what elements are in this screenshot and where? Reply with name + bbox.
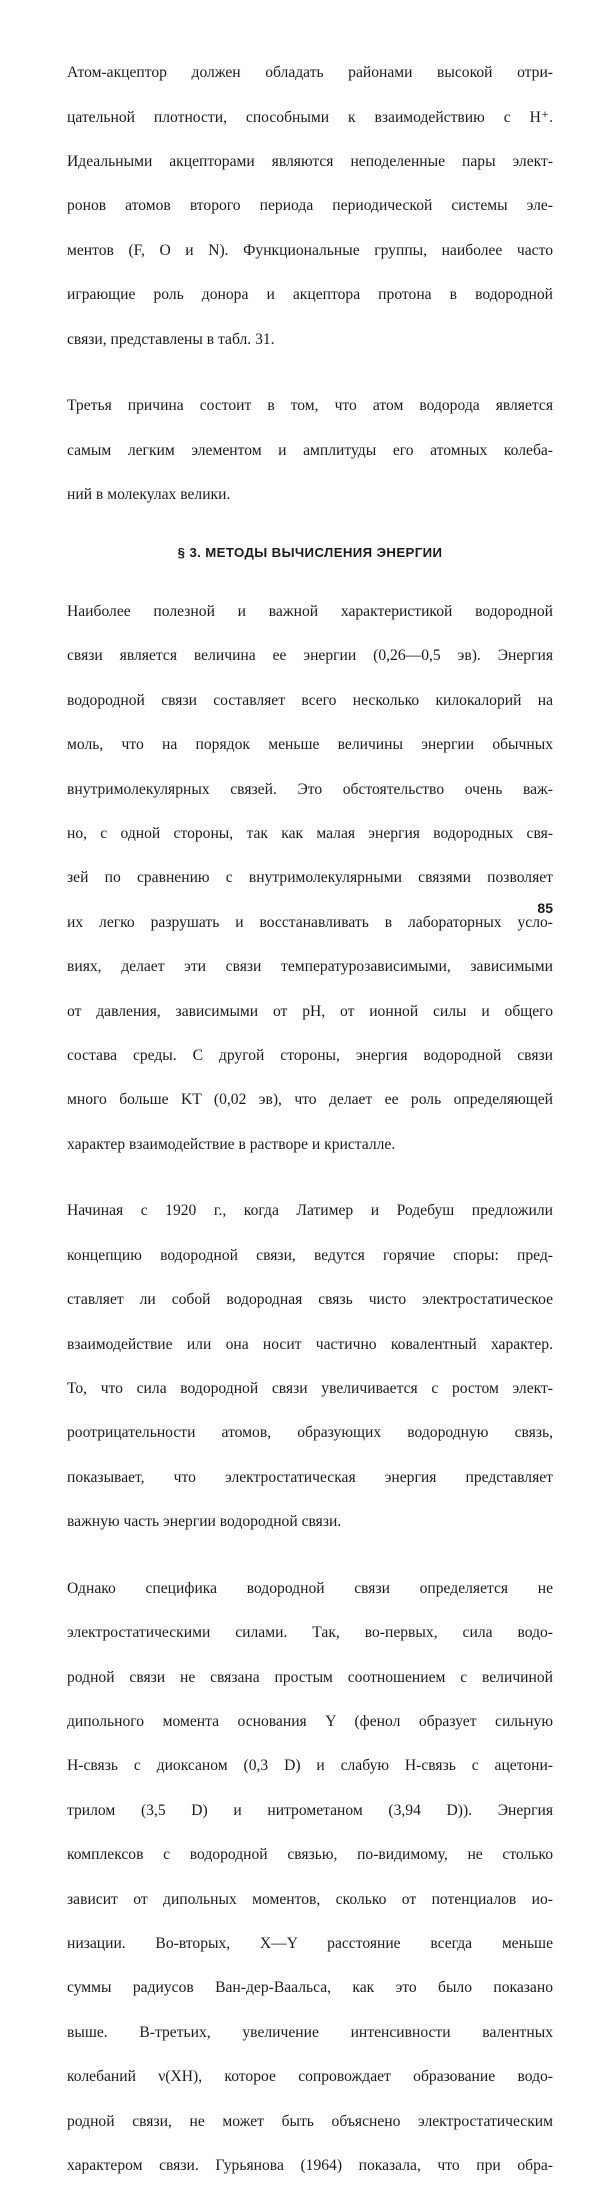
text-line: играющие роль донора и акцептора протона в водородной — [67, 286, 553, 304]
text-line: ний в молекулах велики. — [67, 486, 231, 504]
text-line: электростатическими силами. Так, во-первых, сила водо- — [67, 1624, 553, 1642]
text-line: родной связи, не может быть объяснено электростатическим — [67, 2112, 553, 2130]
text-line: То, что сила водородной связи увеличивается с ростом элект- — [67, 1379, 553, 1397]
text-line: но, с одной стороны, так как малая энергия водородных свя- — [67, 824, 553, 842]
text-line: водородной связи составляет всего несколько килокалорий на — [67, 691, 553, 709]
paragraph-energy — [67, 579, 553, 1178]
text-line: их легко разрушать и восстанавливать в лабораторных усло- — [67, 913, 553, 931]
text-line: ронов атомов второго периода периодической системы эле- — [67, 197, 553, 215]
text-line: Однако специфика водородной связи определяется не — [67, 1579, 553, 1597]
text-line: концепцию водородной связи, ведутся горячие споры: пред- — [67, 1246, 553, 1264]
text-line: виях, делает эти связи температурозависимыми, зависимыми — [67, 958, 553, 976]
text-line: цательной плотности, способными к взаимодействию с H⁺. — [67, 108, 553, 126]
text-line: Начиная с 1920 г., когда Латимер и Родебуш предложили — [67, 1202, 553, 1220]
text-line: комплексов с водородной связью, по-видимому, не столько — [67, 1846, 553, 1864]
text-line: внутримолекулярных связей. Это обстоятельство очень важ- — [67, 780, 553, 798]
text-line: важную часть энергии водородной связи. — [67, 1513, 342, 1531]
section-heading: § 3. МЕТОДЫ ВЫЧИСЛЕНИЯ ЭНЕРГИИ — [177, 545, 443, 561]
text-line: зей по сравнению с внутримолекулярными связями позволяет — [67, 869, 553, 887]
text-line: низации. Во-вторых, X—Y расстояние всегда меньше — [67, 1935, 553, 1953]
text-line: суммы радиусов Ван-дер-Ваальса, как это было показано — [67, 1979, 553, 1997]
text-line: роотрицательности атомов, образующих водородную связь, — [67, 1424, 553, 1442]
text-line: характер взаимодействие в растворе и кристалле. — [67, 1135, 396, 1153]
text-line: от давления, зависимыми от pH, от ионной силы и общего — [67, 1002, 553, 1020]
text-line: Наиболее полезной и важной характеристикой водородной — [67, 602, 553, 620]
text-line: Идеальными акцепторами являются неподеленные пары элект- — [67, 153, 553, 171]
text-line: выше. В-третьих, увеличение интенсивности валентных — [67, 2023, 553, 2041]
paragraph-history — [67, 1178, 553, 1555]
text-line: трилом (3,5 D) и нитрометаном (3,94 D)). Энергия — [67, 1801, 553, 1819]
text-line: Третья причина состоит в том, что атом водорода является — [67, 397, 553, 415]
page-number: 85 — [537, 900, 553, 916]
text-line: дипольного момента основания Y (фенол образует сильную — [67, 1713, 553, 1731]
text-line: зависит от дипольных моментов, сколько от потенциалов ио- — [67, 1890, 553, 1908]
text-line: родной связи не связана простым соотношением с величиной — [67, 1668, 553, 1686]
page-body — [67, 40, 553, 2200]
paragraph-acceptor — [67, 40, 553, 373]
paragraph-specifics — [67, 1556, 553, 2200]
text-line: показывает, что электростатическая энергия представляет — [67, 1468, 553, 1486]
text-line: H-связь с диоксаном (0,3 D) и слабую H-связь с ацетони- — [67, 1757, 553, 1775]
text-line: ментов (F, O и N). Функциональные группы, наиболее часто — [67, 241, 553, 259]
text-line: моль, что на порядок меньше величины энергии обычных — [67, 736, 553, 754]
text-line: связи, представлены в табл. 31. — [67, 330, 275, 348]
paragraph-third-reason — [67, 373, 553, 528]
text-line: ставляет ли собой водородная связь чисто электростатическое — [67, 1291, 553, 1309]
text-line: Атом-акцептор должен обладать районами высокой отри- — [67, 64, 553, 82]
text-line: связи является величина ее энергии (0,26—0,5 эв). Энергия — [67, 647, 553, 665]
text-line: характером связи. Гурьянова (1964) показала, что при обра- — [67, 2157, 553, 2175]
text-line: много больше KT (0,02 эв), что делает ее роль определяющей — [67, 1091, 553, 1109]
text-line: колебаний ν(XH), которое сопровождает образование водо- — [67, 2068, 553, 2086]
text-line: самым легким элементом и амплитуды его атомных колеба- — [67, 441, 553, 459]
text-line: состава среды. С другой стороны, энергия водородной связи — [67, 1046, 553, 1064]
text-line: взаимодействие или она носит частично ковалентный характер. — [67, 1335, 553, 1353]
